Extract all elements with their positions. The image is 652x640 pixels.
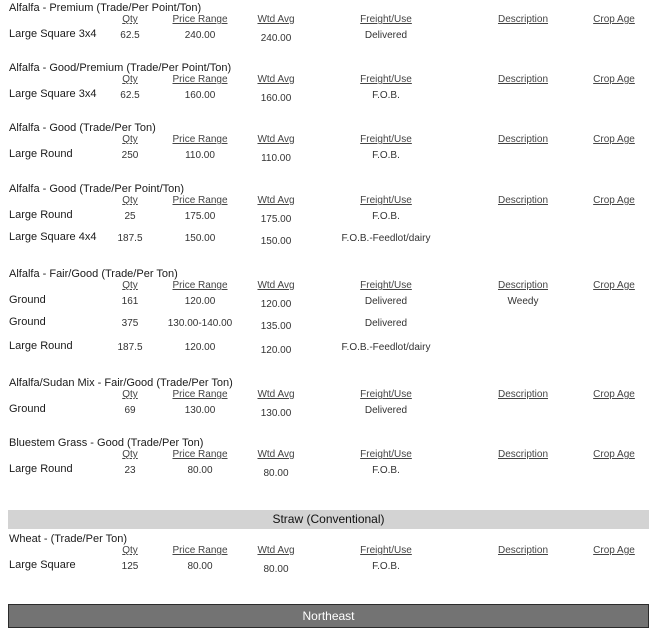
header-freight-use: Freight/Use (360, 74, 412, 85)
header-qty: Qty (122, 449, 138, 460)
price-range-cell: 120.00 (184, 296, 216, 307)
header-description: Description (497, 389, 549, 400)
header-wtd-avg: Wtd Avg (257, 545, 295, 556)
header-price-range: Price Range (172, 545, 228, 556)
header-freight-use: Freight/Use (360, 134, 412, 145)
header-price-range: Price Range (172, 449, 228, 460)
price-range-cell: 130.00-140.00 (167, 318, 233, 329)
product-cell: Ground (9, 316, 46, 328)
section-title: Alfalfa - Premium (Trade/Per Point/Ton) (9, 2, 202, 14)
product-cell: Large Round (9, 148, 73, 160)
product-cell: Ground (9, 403, 46, 415)
column-header-row (9, 545, 649, 559)
section-alfalfa-good-premium (9, 62, 649, 110)
freight-cell: F.O.B. (372, 150, 400, 161)
table-row (9, 463, 649, 485)
price-range-cell: 240.00 (184, 30, 216, 41)
header-wtd-avg: Wtd Avg (257, 280, 295, 291)
section-title: Wheat - (Trade/Per Ton) (9, 533, 127, 545)
freight-cell: F.O.B.-Feedlot/dairy (341, 342, 431, 353)
column-header-row (9, 14, 649, 28)
table-row (9, 340, 649, 362)
table-row (9, 403, 649, 425)
qty-cell: 187.5 (117, 342, 143, 353)
table-row (9, 316, 649, 340)
column-header-row (9, 389, 649, 403)
qty-cell: 375 (121, 318, 139, 329)
section-alfalfa-good-point (9, 183, 649, 253)
column-header-row (9, 449, 649, 463)
section-alfalfa-premium (9, 2, 649, 50)
header-qty: Qty (122, 389, 138, 400)
wtd-avg-cell: 120.00 (260, 345, 292, 356)
section-alfalfa-good-ton (9, 122, 649, 170)
header-freight-use: Freight/Use (360, 389, 412, 400)
section-title: Alfalfa - Good/Premium (Trade/Per Point/Ton) (9, 62, 232, 74)
section-title: Bluestem Grass - Good (Trade/Per Ton) (9, 437, 204, 449)
section-title: Alfalfa/Sudan Mix - Fair/Good (Trade/Per Ton) (9, 377, 233, 389)
price-range-cell: 80.00 (187, 561, 213, 572)
freight-cell: F.O.B. (372, 465, 400, 476)
header-description: Description (497, 14, 549, 25)
header-price-range: Price Range (172, 195, 228, 206)
section-wheat (9, 533, 649, 581)
header-wtd-avg: Wtd Avg (257, 14, 295, 25)
qty-cell: 125 (121, 561, 139, 572)
freight-cell: Delivered (364, 405, 408, 416)
header-freight-use: Freight/Use (360, 545, 412, 556)
header-qty: Qty (122, 74, 138, 85)
section-title: Alfalfa - Good (Trade/Per Point/Ton) (9, 183, 185, 195)
header-crop-age: Crop Age (593, 389, 635, 400)
product-cell: Large Square 4x4 (9, 231, 97, 243)
header-wtd-avg: Wtd Avg (257, 195, 295, 206)
header-price-range: Price Range (172, 280, 228, 291)
product-cell: Large Square 3x4 (9, 88, 97, 100)
wtd-avg-cell: 240.00 (260, 33, 292, 44)
wtd-avg-cell: 110.00 (261, 153, 291, 164)
header-wtd-avg: Wtd Avg (257, 134, 295, 145)
description-cell: Weedy (507, 296, 539, 307)
header-crop-age: Crop Age (593, 195, 635, 206)
header-crop-age: Crop Age (593, 74, 635, 85)
header-description: Description (497, 74, 549, 85)
column-header-row (9, 195, 649, 209)
table-row (9, 148, 649, 170)
wtd-avg-cell: 175.00 (260, 214, 292, 225)
product-cell: Large Round (9, 209, 73, 221)
header-freight-use: Freight/Use (360, 449, 412, 460)
product-cell: Large Square 3x4 (9, 28, 97, 40)
header-wtd-avg: Wtd Avg (257, 389, 295, 400)
header-crop-age: Crop Age (593, 449, 635, 460)
category-band-straw: Straw (Conventional) (8, 510, 649, 529)
header-freight-use: Freight/Use (360, 195, 412, 206)
wtd-avg-cell: 150.00 (260, 236, 292, 247)
qty-cell: 25 (124, 211, 136, 222)
freight-cell: F.O.B. (372, 90, 400, 101)
header-wtd-avg: Wtd Avg (257, 449, 295, 460)
product-cell: Ground (9, 294, 46, 306)
price-range-cell: 120.00 (184, 342, 216, 353)
price-range-cell: 80.00 (187, 465, 213, 476)
wtd-avg-cell: 80.00 (263, 468, 289, 479)
section-title: Alfalfa - Fair/Good (Trade/Per Ton) (9, 268, 178, 280)
header-wtd-avg: Wtd Avg (257, 74, 295, 85)
product-cell: Large Round (9, 463, 73, 475)
section-alfalfa-sudan-mix (9, 377, 649, 425)
header-crop-age: Crop Age (593, 14, 635, 25)
header-description: Description (497, 449, 549, 460)
qty-cell: 187.5 (117, 233, 143, 244)
header-crop-age: Crop Age (593, 280, 635, 291)
header-qty: Qty (122, 134, 138, 145)
freight-cell: F.O.B.-Feedlot/dairy (341, 233, 431, 244)
section-alfalfa-fair-good (9, 268, 649, 362)
header-price-range: Price Range (172, 389, 228, 400)
qty-cell: 62.5 (120, 90, 140, 101)
qty-cell: 62.5 (120, 30, 140, 41)
wtd-avg-cell: 160.00 (260, 93, 292, 104)
table-row (9, 88, 649, 110)
header-description: Description (497, 545, 549, 556)
qty-cell: 161 (121, 296, 139, 307)
header-qty: Qty (122, 280, 138, 291)
qty-cell: 23 (124, 465, 136, 476)
price-range-cell: 110.00 (185, 150, 215, 161)
column-header-row (9, 134, 649, 148)
header-description: Description (497, 280, 549, 291)
freight-cell: Delivered (364, 296, 408, 307)
wtd-avg-cell: 80.00 (263, 564, 289, 575)
table-row (9, 231, 649, 253)
header-price-range: Price Range (172, 74, 228, 85)
freight-cell: F.O.B. (372, 211, 400, 222)
qty-cell: 250 (121, 150, 139, 161)
wtd-avg-cell: 130.00 (260, 408, 292, 419)
header-crop-age: Crop Age (593, 545, 635, 556)
region-band-northeast: Northeast (8, 604, 649, 628)
table-row (9, 209, 649, 231)
product-cell: Large Square (9, 559, 76, 571)
wtd-avg-cell: 120.00 (260, 299, 292, 310)
wtd-avg-cell: 135.00 (260, 321, 292, 332)
freight-cell: F.O.B. (372, 561, 400, 572)
table-row (9, 28, 649, 50)
product-cell: Large Round (9, 340, 73, 352)
header-price-range: Price Range (172, 14, 228, 25)
header-qty: Qty (122, 545, 138, 556)
header-qty: Qty (122, 14, 138, 25)
table-row (9, 559, 649, 581)
table-row (9, 294, 649, 316)
price-range-cell: 175.00 (184, 211, 216, 222)
price-range-cell: 160.00 (184, 90, 216, 101)
header-description: Description (497, 134, 549, 145)
header-description: Description (497, 195, 549, 206)
qty-cell: 69 (124, 405, 136, 416)
column-header-row (9, 74, 649, 88)
header-freight-use: Freight/Use (360, 14, 412, 25)
header-price-range: Price Range (172, 134, 228, 145)
section-bluestem-grass (9, 437, 649, 485)
price-range-cell: 150.00 (184, 233, 216, 244)
column-header-row (9, 280, 649, 294)
header-freight-use: Freight/Use (360, 280, 412, 291)
section-title: Alfalfa - Good (Trade/Per Ton) (9, 122, 156, 134)
freight-cell: Delivered (364, 30, 408, 41)
header-crop-age: Crop Age (593, 134, 635, 145)
header-qty: Qty (122, 195, 138, 206)
freight-cell: Delivered (364, 318, 408, 329)
price-range-cell: 130.00 (184, 405, 216, 416)
